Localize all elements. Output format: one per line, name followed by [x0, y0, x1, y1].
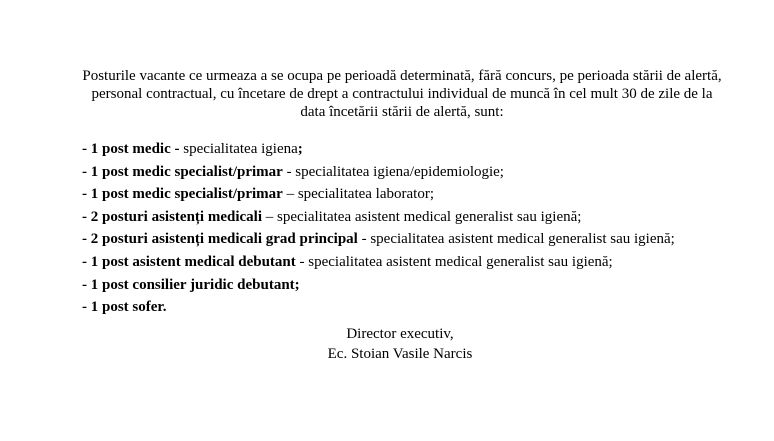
position-title: - 1 post asistent medical debutant — [82, 253, 296, 270]
list-item — [82, 274, 675, 297]
list-item — [82, 296, 675, 319]
list-item — [82, 161, 675, 184]
position-title: - 2 posturi asistenți medicali — [82, 208, 262, 225]
list-item — [82, 138, 675, 161]
signature-name: Ec. Stoian Vasile Narcis — [327, 346, 473, 362]
position-specialty: - specialitatea igiena/epidemiologie; — [282, 163, 504, 180]
signature-block — [300, 324, 500, 364]
list-item — [82, 228, 675, 251]
position-specialty: - specialitatea asistent medical generalist sau igienă; — [357, 231, 675, 248]
position-title: - 1 post consilier juridic debutant; — [82, 276, 300, 293]
position-title: - 1 post medic specialist/primar — [82, 163, 283, 180]
position-title: - 1 post medic specialist/primar — [82, 186, 283, 203]
position-specialty: specialitatea igiena — [183, 141, 298, 157]
list-item — [82, 183, 675, 206]
position-specialty: – specialitatea asistent medical generalist sau igienă; — [262, 208, 582, 225]
position-title: - 1 post sofer. — [82, 299, 167, 316]
intro-paragraph: Posturile vacante ce urmeaza a se ocupa pe perioadă determinată, fără concurs, pe perioada stării de alertă, personal contractual, cu încetare de drept a contractului individual de muncă în cel mult 30 de zile de la data încetării stării de alertă, sunt: — [82, 68, 722, 120]
position-title: - 1 post medic - — [82, 141, 184, 157]
list-item — [82, 206, 675, 229]
vacancy-list — [82, 138, 675, 319]
list-item — [82, 251, 675, 274]
position-title: - 2 posturi asistenți medicali grad principal — [82, 231, 358, 248]
position-specialty: - specialitatea asistent medical generalist sau igienă; — [295, 253, 613, 270]
position-tail: ; — [297, 141, 303, 157]
position-specialty: – specialitatea laborator; — [282, 186, 434, 203]
signature-title: Director executiv, — [346, 326, 454, 342]
